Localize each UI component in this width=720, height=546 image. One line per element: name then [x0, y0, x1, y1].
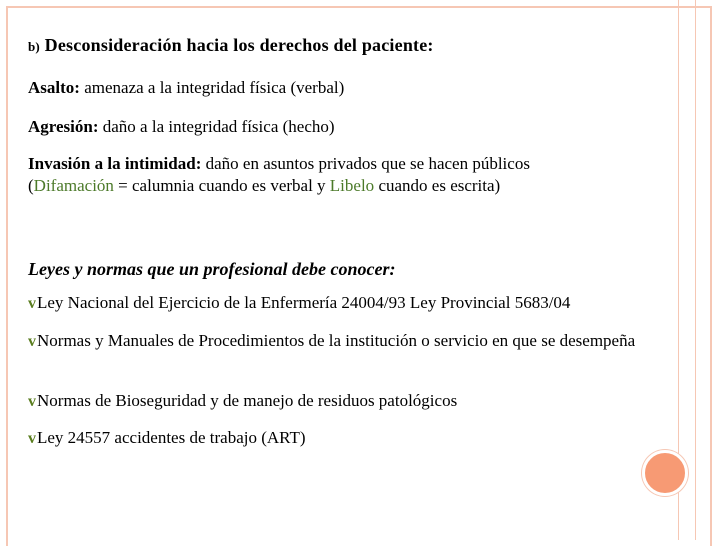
law-item [28, 427, 306, 450]
paren-open: ( [28, 176, 34, 195]
bullet-icon: v [28, 295, 36, 312]
asalto-line [28, 77, 344, 99]
end-text: cuando es escrita) [374, 176, 501, 195]
laws-heading: Leyes y normas que un profesional debe conocer: [28, 259, 396, 279]
section-b-heading [28, 34, 434, 58]
law-text: Normas de Bioseguridad y de manejo de residuos patológicos [37, 391, 458, 410]
law-text: Ley 24557 accidentes de trabajo (ART) [37, 428, 306, 447]
agresion-line [28, 116, 335, 138]
law-item [28, 330, 673, 353]
bullet-icon: v [28, 333, 36, 350]
term: Agresión: [28, 117, 99, 136]
section-title: Desconsideración hacia los derechos del paciente: [44, 35, 434, 55]
term: Invasión a la intimidad: [28, 154, 202, 173]
law-text: Ley Nacional del Ejercicio de la Enfermería 24004/93 Ley Provincial 5683/04 [37, 293, 571, 312]
law-text: Normas y Manuales de Procedimientos de la institución o servicio en que se desempeña [37, 331, 636, 350]
libelo-term: Libelo [329, 176, 375, 195]
decorative-circle [642, 450, 688, 496]
law-item [28, 292, 570, 315]
definition: daño a la integridad física (hecho) [98, 117, 335, 136]
mid-text: = calumnia cuando es verbal y [113, 176, 330, 195]
bullet-icon: v [28, 393, 36, 410]
definition: daño en asuntos privados que se hacen públicos [201, 154, 530, 173]
term: Asalto: [28, 78, 80, 97]
definition: amenaza a la integridad física (verbal) [79, 78, 345, 97]
bullet-icon: v [28, 430, 36, 447]
invasion-paragraph [28, 153, 673, 197]
decorative-line [695, 0, 696, 540]
difamacion-term: Difamación [33, 176, 114, 195]
section-prefix: b) [28, 39, 40, 54]
law-item [28, 390, 457, 413]
